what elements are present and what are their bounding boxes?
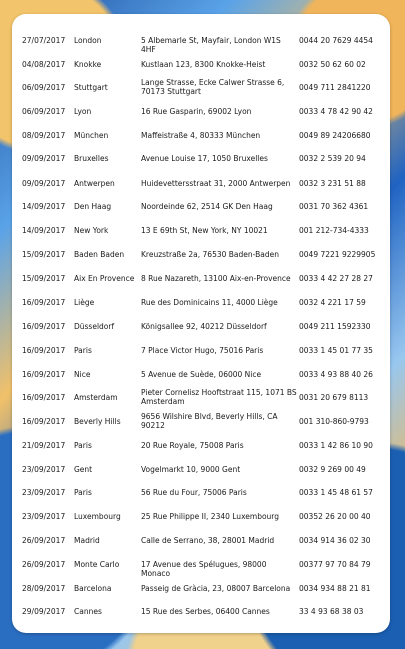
store-date: 27/07/2017	[22, 36, 66, 45]
store-address: Noordeinde 62, 2514 GK Den Haag	[141, 202, 273, 211]
store-phone: 0033 4 93 88 40 26	[299, 370, 373, 379]
store-city: Gent	[74, 465, 93, 474]
store-city: Paris	[74, 346, 92, 355]
store-city: Stuttgart	[74, 83, 108, 92]
store-address: 16 Rue Gasparin, 69002 Lyon	[141, 107, 252, 116]
store-city: Liège	[74, 298, 95, 307]
store-city: Amsterdam	[74, 393, 118, 402]
store-phone: 0033 4 42 27 28 27	[299, 274, 373, 283]
store-address: Passeig de Gràcia, 23, 08007 Barcelona	[141, 584, 291, 593]
store-address: Huidevettersstraat 31, 2000 Antwerpen	[141, 179, 291, 188]
store-city: New York	[74, 226, 109, 235]
store-date: 04/08/2017	[22, 60, 66, 69]
store-phone: 0032 2 539 20 94	[299, 154, 366, 163]
store-phone: 001 310-860-9793	[299, 417, 369, 426]
store-phone: 0033 1 45 48 61 57	[299, 488, 373, 497]
store-phone: 0031 70 362 4361	[299, 202, 369, 211]
store-city: Monte Carlo	[74, 560, 120, 569]
store-city: Düsseldorf	[74, 322, 115, 331]
store-date: 09/09/2017	[22, 179, 66, 188]
store-city: Nice	[74, 370, 91, 379]
store-phone: 00377 97 70 84 79	[299, 560, 371, 569]
store-city: Den Haag	[74, 202, 112, 211]
store-date: 15/09/2017	[22, 250, 66, 259]
store-date: 26/09/2017	[22, 536, 66, 545]
store-city: Antwerpen	[74, 179, 115, 188]
store-date: 16/09/2017	[22, 322, 66, 331]
store-city: Bruxelles	[74, 154, 109, 163]
store-address: 5 Avenue de Suède, 06000 Nice	[141, 370, 262, 379]
store-phone: 0033 4 78 42 90 42	[299, 107, 373, 116]
store-city: Beverly Hills	[74, 417, 121, 426]
store-address: Königsallee 92, 40212 Düsseldorf	[141, 322, 267, 331]
store-phone: 0032 3 231 51 88	[299, 179, 366, 188]
store-city: Paris	[74, 441, 92, 450]
store-address: Lange Strasse, Ecke Calwer Strasse 6, 70173 Stuttgart	[141, 78, 285, 96]
store-date: 09/09/2017	[22, 154, 66, 163]
store-date: 28/09/2017	[22, 584, 66, 593]
store-phone: 0034 914 36 02 30	[299, 536, 371, 545]
store-date: 15/09/2017	[22, 274, 66, 283]
store-phone: 33 4 93 68 38 03	[299, 607, 364, 616]
store-date: 06/09/2017	[22, 107, 66, 116]
store-address: 5 Albemarle St, Mayfair, London W1S 4HF	[141, 36, 281, 54]
store-date: 21/09/2017	[22, 441, 66, 450]
store-date: 23/09/2017	[22, 488, 66, 497]
store-address: 56 Rue du Four, 75006 Paris	[141, 488, 247, 497]
store-address: 8 Rue Nazareth, 13100 Aix-en-Provence	[141, 274, 291, 283]
store-city: Paris	[74, 488, 92, 497]
store-date: 23/09/2017	[22, 465, 66, 474]
store-phone: 0031 20 679 8113	[299, 393, 369, 402]
store-address: 13 E 69th St, New York, NY 10021	[141, 226, 268, 235]
store-date: 29/09/2017	[22, 607, 66, 616]
store-address: Kreuzstraße 2a, 76530 Baden-Baden	[141, 250, 279, 259]
store-phone: 0032 50 62 60 02	[299, 60, 366, 69]
store-city: Baden Baden	[74, 250, 125, 259]
store-date: 16/09/2017	[22, 393, 66, 402]
store-date: 06/09/2017	[22, 83, 66, 92]
store-phone: 0032 9 269 00 49	[299, 465, 366, 474]
store-phone: 0049 211 1592330	[299, 322, 371, 331]
store-city: Luxembourg	[74, 512, 121, 521]
store-phone: 0034 934 88 21 81	[299, 584, 371, 593]
store-city: München	[74, 131, 109, 140]
store-city: Madrid	[74, 536, 100, 545]
store-city: London	[74, 36, 102, 45]
store-address: Calle de Serrano, 38, 28001 Madrid	[141, 536, 275, 545]
store-phone: 0049 7221 9229905	[299, 250, 376, 259]
store-phone: 0049 711 2841220	[299, 83, 371, 92]
store-address: Rue des Dominicains 11, 4000 Liège	[141, 298, 278, 307]
store-date: 16/09/2017	[22, 417, 66, 426]
store-address: 7 Place Victor Hugo, 75016 Paris	[141, 346, 264, 355]
store-phone: 0033 1 42 86 10 90	[299, 441, 373, 450]
store-address: Maffeistraße 4, 80333 München	[141, 131, 261, 140]
store-date: 08/09/2017	[22, 131, 66, 140]
store-address: 9656 Wilshire Blvd, Beverly Hills, CA 90212	[141, 412, 278, 430]
store-address: Vogelmarkt 10, 9000 Gent	[141, 465, 241, 474]
store-date: 14/09/2017	[22, 202, 66, 211]
store-phone: 0044 20 7629 4454	[299, 36, 373, 45]
store-phone: 00352 26 20 00 40	[299, 512, 371, 521]
store-address: Avenue Louise 17, 1050 Bruxelles	[141, 154, 268, 163]
store-address: 25 Rue Philippe II, 2340 Luxembourg	[141, 512, 280, 521]
store-address: Kustlaan 123, 8300 Knokke-Heist	[141, 60, 266, 69]
store-list-card	[12, 14, 390, 633]
store-address: 15 Rue des Serbes, 06400 Cannes	[141, 607, 270, 616]
store-city: Barcelona	[74, 584, 112, 593]
store-date: 16/09/2017	[22, 370, 66, 379]
store-phone: 0049 89 24206680	[299, 131, 371, 140]
store-phone: 001 212-734-4333	[299, 226, 369, 235]
store-city: Aix En Provence	[74, 274, 135, 283]
store-address: Pieter Cornelisz Hooftstraat 115, 1071 BS Amsterdam	[141, 388, 297, 406]
store-date: 23/09/2017	[22, 512, 66, 521]
store-city: Lyon	[74, 107, 92, 116]
store-address: 20 Rue Royale, 75008 Paris	[141, 441, 244, 450]
store-address: 17 Avenue des Spélugues, 98000 Monaco	[141, 560, 267, 578]
store-city: Knokke	[74, 60, 102, 69]
store-phone: 0033 1 45 01 77 35	[299, 346, 373, 355]
store-date: 16/09/2017	[22, 298, 66, 307]
store-date: 26/09/2017	[22, 560, 66, 569]
store-date: 14/09/2017	[22, 226, 66, 235]
store-date: 16/09/2017	[22, 346, 66, 355]
store-city: Cannes	[74, 607, 102, 616]
store-phone: 0032 4 221 17 59	[299, 298, 366, 307]
